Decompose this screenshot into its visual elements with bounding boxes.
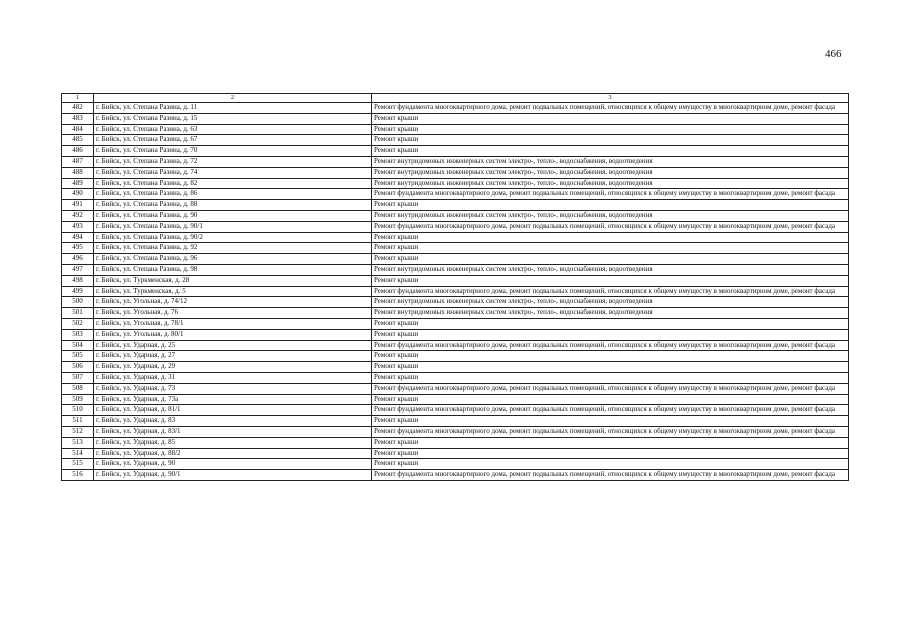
row-address: г. Бийск, ул. Ударная, д. 27 <box>94 351 372 362</box>
table-row <box>62 470 849 481</box>
row-work: Ремонт крыши <box>372 146 849 157</box>
row-number: 505 <box>62 351 94 362</box>
row-work: Ремонт крыши <box>372 254 849 265</box>
row-work: Ремонт крыши <box>372 275 849 286</box>
row-number: 495 <box>62 243 94 254</box>
table-row <box>62 416 849 427</box>
table-row <box>62 210 849 221</box>
row-address: г. Бийск, ул. Ударная, д. 85 <box>94 437 372 448</box>
table-row <box>62 437 849 448</box>
row-work: Ремонт крыши <box>372 135 849 146</box>
row-address: г. Бийск, ул. Степана Разина, д. 15 <box>94 113 372 124</box>
row-address: г. Бийск, ул. Степана Разина, д. 67 <box>94 135 372 146</box>
row-address: г. Бийск, ул. Ударная, д. 88/2 <box>94 448 372 459</box>
row-address: г. Бийск, ул. Степана Разина, д. 88 <box>94 200 372 211</box>
row-work: Ремонт крыши <box>372 437 849 448</box>
row-number: 484 <box>62 124 94 135</box>
row-address: г. Бийск, ул. Степана Разина, д. 96 <box>94 254 372 265</box>
column-header-number: 1 <box>62 94 94 103</box>
row-address: г. Бийск, ул. Степана Разина, д. 92 <box>94 243 372 254</box>
row-address: г. Бийск, ул. Степана Разина, д. 11 <box>94 103 372 114</box>
row-number: 514 <box>62 448 94 459</box>
row-number: 498 <box>62 275 94 286</box>
table-row <box>62 254 849 265</box>
row-address: г. Бийск, ул. Ударная, д. 73а <box>94 394 372 405</box>
table-row <box>62 232 849 243</box>
row-number: 486 <box>62 146 94 157</box>
column-header-address: 2 <box>94 94 372 103</box>
table-row <box>62 372 849 383</box>
row-work: Ремонт фундамента многоквартирного дома, ремонт подвальных помещений, относящихся к общему имуществу в многоквартирном доме, ремонт фасада <box>372 189 849 200</box>
column-header-work: 3 <box>372 94 849 103</box>
table-row <box>62 178 849 189</box>
row-work: Ремонт крыши <box>372 200 849 211</box>
row-work: Ремонт крыши <box>372 124 849 135</box>
row-work: Ремонт крыши <box>372 372 849 383</box>
row-work: Ремонт фундамента многоквартирного дома, ремонт подвальных помещений, относящихся к общему имуществу в многоквартирном доме, ремонт фасада <box>372 340 849 351</box>
row-number: 500 <box>62 297 94 308</box>
row-address: г. Бийск, ул. Ударная, д. 73 <box>94 383 372 394</box>
row-number: 487 <box>62 156 94 167</box>
row-number: 491 <box>62 200 94 211</box>
row-number: 501 <box>62 308 94 319</box>
row-number: 502 <box>62 318 94 329</box>
row-work: Ремонт фундамента многоквартирного дома, ремонт подвальных помещений, относящихся к общему имуществу в многоквартирном доме, ремонт фасада <box>372 286 849 297</box>
row-address: г. Бийск, ул. Ударная, д. 83/1 <box>94 426 372 437</box>
row-address: г. Бийск, ул. Степана Разина, д. 98 <box>94 264 372 275</box>
row-address: г. Бийск, ул. Степана Разина, д. 72 <box>94 156 372 167</box>
row-number: 485 <box>62 135 94 146</box>
row-work: Ремонт внутридомовых инженерных систем электро-, тепло-, водоснабжения, водоотведения <box>372 264 849 275</box>
row-work: Ремонт внутридомовых инженерных систем электро-, тепло-, водоснабжения, водоотведения <box>372 210 849 221</box>
row-number: 509 <box>62 394 94 405</box>
row-number: 503 <box>62 329 94 340</box>
row-work: Ремонт крыши <box>372 448 849 459</box>
row-address: г. Бийск, ул. Угольная, д. 78/1 <box>94 318 372 329</box>
row-number: 515 <box>62 459 94 470</box>
row-number: 489 <box>62 178 94 189</box>
table-row <box>62 103 849 114</box>
row-number: 488 <box>62 167 94 178</box>
table-row <box>62 275 849 286</box>
row-address: г. Бийск, ул. Ударная, д. 25 <box>94 340 372 351</box>
row-address: г. Бийск, ул. Угольная, д. 80/1 <box>94 329 372 340</box>
table-row <box>62 243 849 254</box>
row-work: Ремонт крыши <box>372 113 849 124</box>
row-work: Ремонт внутридомовых инженерных систем электро-, тепло-, водоснабжения, водоотведения <box>372 156 849 167</box>
table-row <box>62 394 849 405</box>
row-work: Ремонт крыши <box>372 394 849 405</box>
row-work: Ремонт крыши <box>372 329 849 340</box>
row-work: Ремонт фундамента многоквартирного дома, ремонт подвальных помещений, относящихся к общему имуществу в многоквартирном доме, ремонт фасада <box>372 383 849 394</box>
table-row <box>62 189 849 200</box>
row-address: г. Бийск, ул. Ударная, д. 31 <box>94 372 372 383</box>
repair-registry-table <box>61 93 849 481</box>
row-address: г. Бийск, ул. Степана Разина, д. 63 <box>94 124 372 135</box>
row-work: Ремонт крыши <box>372 362 849 373</box>
row-address: г. Бийск, ул. Ударная, д. 83 <box>94 416 372 427</box>
row-work: Ремонт внутридомовых инженерных систем электро-, тепло-, водоснабжения, водоотведения <box>372 167 849 178</box>
table-row <box>62 264 849 275</box>
row-number: 511 <box>62 416 94 427</box>
row-work: Ремонт внутридомовых инженерных систем электро-, тепло-, водоснабжения, водоотведения <box>372 308 849 319</box>
row-number: 516 <box>62 470 94 481</box>
row-number: 494 <box>62 232 94 243</box>
table-row <box>62 459 849 470</box>
row-address: г. Бийск, ул. Степана Разина, д. 90/1 <box>94 221 372 232</box>
table-row <box>62 156 849 167</box>
row-address: г. Бийск, ул. Степана Разина, д. 70 <box>94 146 372 157</box>
row-number: 497 <box>62 264 94 275</box>
table-row <box>62 113 849 124</box>
row-address: г. Бийск, ул. Угольная, д. 76 <box>94 308 372 319</box>
table-row <box>62 383 849 394</box>
row-number: 483 <box>62 113 94 124</box>
table-row <box>62 200 849 211</box>
row-address: г. Бийск, ул. Туркменская, д. 28 <box>94 275 372 286</box>
row-number: 513 <box>62 437 94 448</box>
page-number: 466 <box>825 48 842 60</box>
row-number: 490 <box>62 189 94 200</box>
row-work: Ремонт крыши <box>372 243 849 254</box>
row-work: Ремонт фундамента многоквартирного дома, ремонт подвальных помещений, относящихся к общему имуществу в многоквартирном доме, ремонт фасада <box>372 103 849 114</box>
table-row <box>62 340 849 351</box>
row-work: Ремонт крыши <box>372 351 849 362</box>
row-work: Ремонт фундамента многоквартирного дома, ремонт подвальных помещений, относящихся к общему имуществу в многоквартирном доме, ремонт фасада <box>372 470 849 481</box>
row-address: г. Бийск, ул. Степана Разина, д. 90/2 <box>94 232 372 243</box>
table-row <box>62 167 849 178</box>
row-work: Ремонт внутридомовых инженерных систем электро-, тепло-, водоснабжения, водоотведения <box>372 297 849 308</box>
row-number: 496 <box>62 254 94 265</box>
row-address: г. Бийск, ул. Ударная, д. 90 <box>94 459 372 470</box>
table-row <box>62 124 849 135</box>
row-address: г. Бийск, ул. Степана Разина, д. 74 <box>94 167 372 178</box>
row-address: г. Бийск, ул. Степана Разина, д. 86 <box>94 189 372 200</box>
table-row <box>62 448 849 459</box>
row-address: г. Бийск, ул. Ударная, д. 29 <box>94 362 372 373</box>
row-number: 482 <box>62 103 94 114</box>
row-work: Ремонт внутридомовых инженерных систем электро-, тепло-, водоснабжения, водоотведения <box>372 178 849 189</box>
row-number: 506 <box>62 362 94 373</box>
row-address: г. Бийск, ул. Ударная, д. 81/1 <box>94 405 372 416</box>
table-row <box>62 318 849 329</box>
row-address: г. Бийск, ул. Степана Разина, д. 90 <box>94 210 372 221</box>
table-header-row <box>62 94 849 103</box>
table-row <box>62 362 849 373</box>
row-number: 512 <box>62 426 94 437</box>
row-number: 492 <box>62 210 94 221</box>
table-row <box>62 221 849 232</box>
table-row <box>62 426 849 437</box>
table-row <box>62 308 849 319</box>
table-row <box>62 351 849 362</box>
row-work: Ремонт фундамента многоквартирного дома, ремонт подвальных помещений, относящихся к общему имуществу в многоквартирном доме, ремонт фасада <box>372 426 849 437</box>
row-number: 508 <box>62 383 94 394</box>
row-work: Ремонт фундамента многоквартирного дома, ремонт подвальных помещений, относящихся к общему имуществу в многоквартирном доме, ремонт фасада <box>372 405 849 416</box>
row-number: 499 <box>62 286 94 297</box>
row-work: Ремонт крыши <box>372 459 849 470</box>
row-address: г. Бийск, ул. Степана Разина, д. 82 <box>94 178 372 189</box>
row-number: 504 <box>62 340 94 351</box>
table-row <box>62 297 849 308</box>
row-address: г. Бийск, ул. Угольная, д. 74/12 <box>94 297 372 308</box>
row-work: Ремонт крыши <box>372 318 849 329</box>
row-number: 507 <box>62 372 94 383</box>
row-work: Ремонт крыши <box>372 416 849 427</box>
row-work: Ремонт крыши <box>372 232 849 243</box>
row-address: г. Бийск, ул. Туркменская, д. 5 <box>94 286 372 297</box>
row-number: 493 <box>62 221 94 232</box>
row-work: Ремонт фундамента многоквартирного дома, ремонт подвальных помещений, относящихся к общему имуществу в многоквартирном доме, ремонт фасада <box>372 221 849 232</box>
table-row <box>62 146 849 157</box>
table-row <box>62 405 849 416</box>
row-address: г. Бийск, ул. Ударная, д. 90/1 <box>94 470 372 481</box>
table-row <box>62 286 849 297</box>
table-row <box>62 329 849 340</box>
table-row <box>62 135 849 146</box>
row-number: 510 <box>62 405 94 416</box>
